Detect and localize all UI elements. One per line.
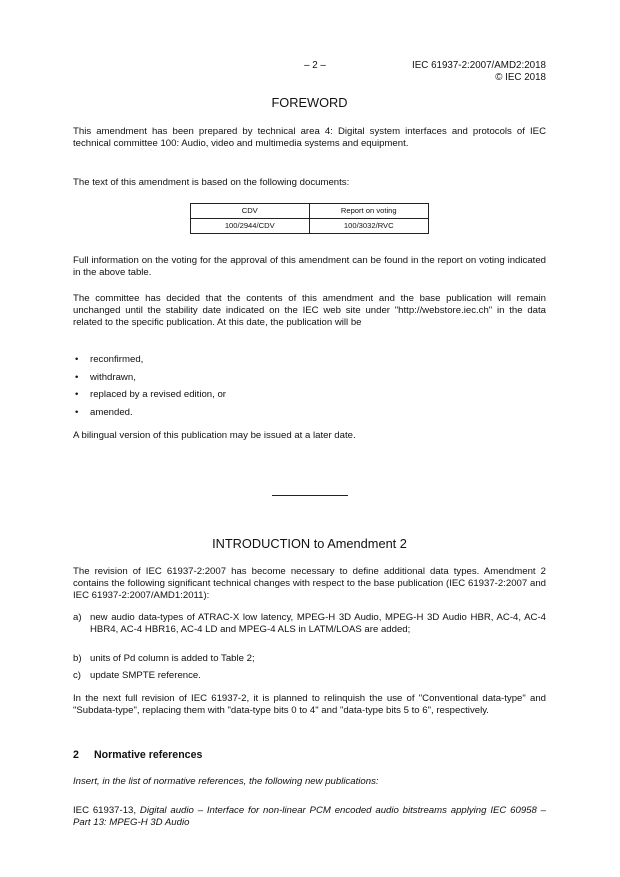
instruction-text: Insert, in the list of normative references, the following new publications: <box>73 776 379 787</box>
list-item-label: b) <box>73 653 82 664</box>
section-title: Normative references <box>94 749 203 761</box>
bullet-icon: • <box>75 372 79 383</box>
foreword-title: FOREWORD <box>271 95 348 110</box>
list-item-text: replaced by a revised edition, or <box>90 389 226 400</box>
page-number: – 2 – <box>304 60 326 71</box>
introduction-paragraph-2: In the next full revision of IEC 61937-2, it is planned to relinquish the use of "Conventional data-type" and "Subdata-type", replacing them with "data-type bits 0 to 4" and "data-type bits 5 to 6", respectively. <box>73 693 546 717</box>
table-cell: 100/2944/CDV <box>191 219 310 234</box>
table-header-row <box>191 204 429 219</box>
reference-id: IEC 61937-13, <box>73 805 137 816</box>
table-header-cell: CDV <box>191 204 310 219</box>
table-cell: 100/3032/RVC <box>309 219 429 234</box>
bullet-icon: • <box>75 354 79 365</box>
list-item-label: a) <box>73 612 82 623</box>
foreword-paragraph-2: The text of this amendment is based on the following documents: <box>73 177 350 188</box>
list-item-text: reconfirmed, <box>90 354 144 365</box>
section-number: 2 <box>73 749 79 761</box>
foreword-paragraph-3: Full information on the voting for the approval of this amendment can be found in the report on voting indicated in the above table. <box>73 255 546 279</box>
section-divider <box>272 495 348 496</box>
reference-title: Digital audio – Interface for non-linear PCM encoded audio bitstreams applying IEC 60958 – Part 13: MPEG-H 3D Audio <box>73 805 546 829</box>
foreword-paragraph-4: The committee has decided that the contents of this amendment and the base publication will remain unchanged until the stability date indicated on the IEC web site under "http://webstore.iec.ch" in the data related to the specific publication. At this date, the publication will be <box>73 293 546 329</box>
voting-documents-table <box>190 203 429 234</box>
bullet-icon: • <box>75 407 79 418</box>
list-item-text: units of Pd column is added to Table 2; <box>90 653 255 664</box>
section-heading <box>73 749 202 761</box>
normative-reference <box>73 805 546 829</box>
list-item-text: update SMPTE reference. <box>90 670 201 681</box>
bullet-icon: • <box>75 389 79 400</box>
copyright-notice: © IEC 2018 <box>495 72 546 83</box>
document-reference: IEC 61937-2:2007/AMD2:2018 <box>412 60 546 71</box>
table-header-cell: Report on voting <box>309 204 429 219</box>
list-item-text: withdrawn, <box>90 372 136 383</box>
foreword-paragraph-1: This amendment has been prepared by technical area 4: Digital system interfaces and protocols of IEC technical committee 100: Audio, video and multimedia systems and equipment. <box>73 126 546 150</box>
table-row <box>191 219 429 234</box>
introduction-title: INTRODUCTION to Amendment 2 <box>212 536 407 551</box>
list-item-text: amended. <box>90 407 133 418</box>
introduction-paragraph-1: The revision of IEC 61937-2:2007 has become necessary to define additional data types. Amendment 2 contains the following significant technical changes with respect to the base publication (IEC 61937-2:2007 and IEC 61937-2:2007/AMD1:2011): <box>73 566 546 602</box>
list-item-label: c) <box>73 670 81 681</box>
foreword-paragraph-5: A bilingual version of this publication may be issued at a later date. <box>73 430 356 441</box>
list-item-text: new audio data-types of ATRAC-X low latency, MPEG-H 3D Audio, MPEG-H 3D Audio HBR, AC-4, AC-4 HBR4, AC-4 HBR16, AC-4 LD and MPEG-4 ALS in LATM/LOAS are added; <box>90 612 546 636</box>
